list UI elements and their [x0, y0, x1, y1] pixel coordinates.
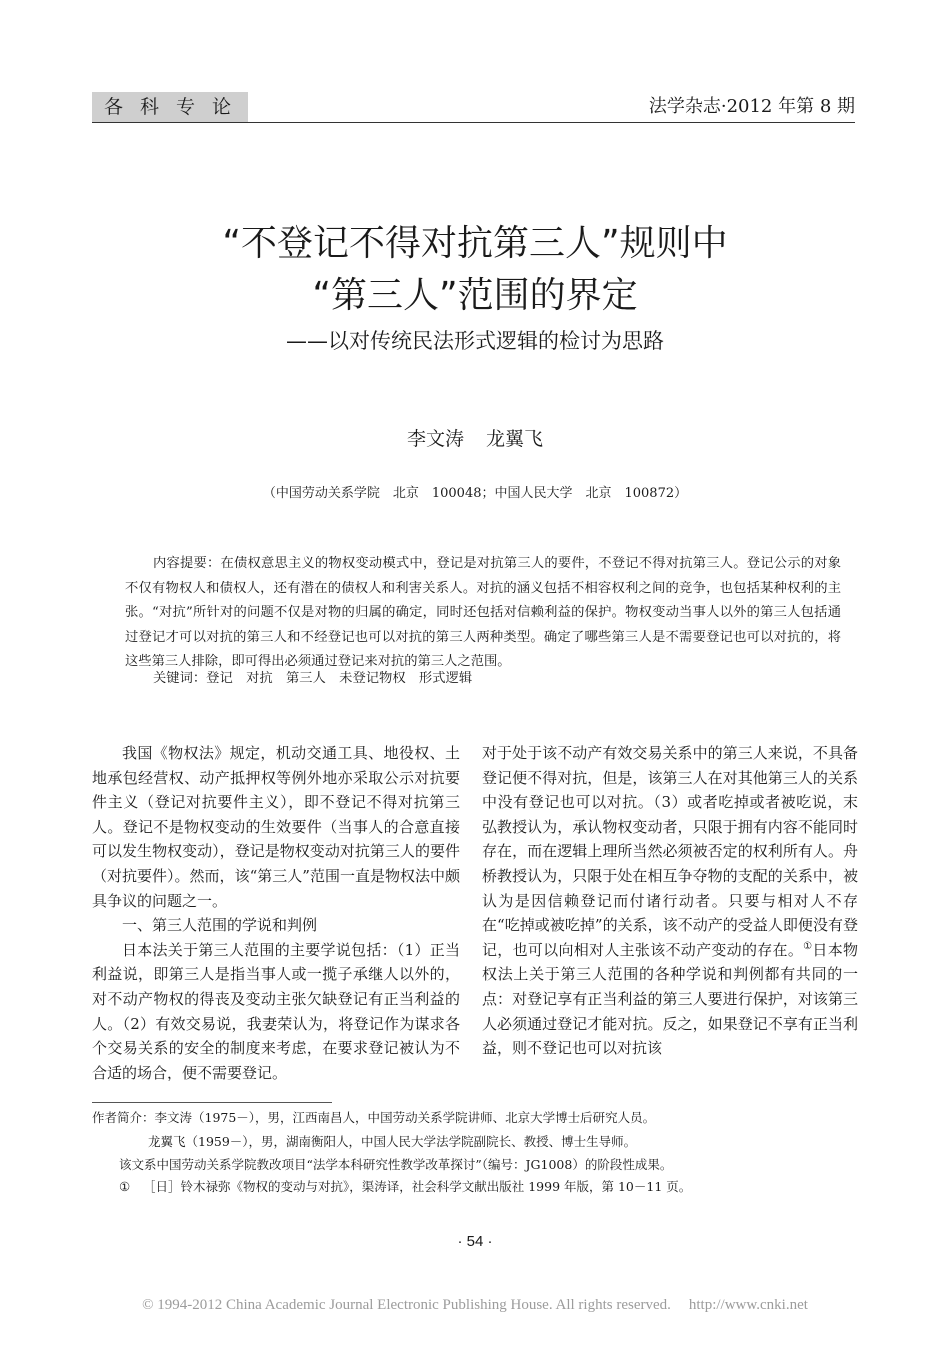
- author-affiliation: （中国劳动关系学院 北京 100048；中国人民大学 北京 100872）: [262, 486, 688, 501]
- body-paragraph: 我国《物权法》规定，机动交通工具、地役权、土地承包经营权、动产抵押权等例外地亦采取公示对抗要件主义（登记对抗要件主义），即不登记不得对抗第三人。登记不是物权变动的生效要件（当事人的合意直接可以发生物权变动），登记是物权变动对抗第三人的要件（对抗要件）。然而，该“第三人”范围一直是物权法中颇具争议的问题之一。: [92, 744, 460, 910]
- footnote-divider: [92, 1102, 332, 1103]
- body-column-left: [92, 741, 460, 1081]
- article-title-line-1: “不登记不得对抗第三人”规则中: [222, 223, 728, 264]
- cnki-watermark: [0, 1297, 950, 1314]
- header-divider: [92, 122, 855, 123]
- footnote-reference[interactable]: ①: [803, 940, 813, 952]
- body-paragraph: 日本法关于第三人范围的主要学说包括：（1）正当利益说，即第三人是指当事人或一揽子承继人以外的，对不动产物权的得丧及变动主张欠缺登记有正当利益的人。（2）有效交易说，我妻荣认为，将登记作为谋求各个交易关系的安全的制度来考虑，在要求登记被认为不合适的场合，便不需要登记。: [92, 940, 460, 1081]
- watermark-copyright: © 1994-2012 China Academic Journal Electronic Publishing House. All rights reserved.: [142, 1297, 671, 1313]
- author-name: 李文涛: [406, 428, 464, 450]
- body-paragraph: [482, 741, 858, 1061]
- article-subtitle: ——以对传统民法形式逻辑的检讨为思路: [286, 329, 664, 353]
- abstract: 内容提要：在债权意思主义的物权变动模式中，登记是对抗第三人的要件，不登记不得对抗第三人。登记公示的对象不仅有物权人和债权人，还有潜在的债权人和利害关系人。对抗的涵义包括不相容权利之间的竞争，也包括某种权利的主张。“对抗”所针对的问题不仅是对物的归属的确定，同时还包括对信赖利益的保护。物权变动当事人以外的第三人包括通过登记才可以对抗的第三人和不经登记也可以对抗的第三人两种类型。确定了哪些第三人是不需要登记也可以对抗的，将这些第三人排除，即可得出必须通过登记来对抗的第三人之范围。: [125, 556, 841, 669]
- page-number: · 54 ·: [457, 1233, 493, 1250]
- body-text: 对于处于该不动产有效交易关系中的第三人来说，不具备登记便不得对抗，但是，该第三人在对其他第三人的关系中没有登记也可以对抗。（3）或者吃掉或者被吃说，末弘教授认为，承认物权变动者，只限于拥有内容不能同时存在，而在逻辑上理所当然必须被否定的权利所有人。舟桥教授认为，只限于处在相互争夺物的支配的关系中，被认为是因信赖登记而付诸行动者。只要与相对人不存在“吃掉或被吃掉”的关系，该不动产的受益人即便没有登记，也可以向相对人主张该不动产变动的存在。: [482, 744, 858, 959]
- watermark-url[interactable]: http://www.cnki.net: [688, 1297, 808, 1313]
- footnote-1-mark: ①: [119, 1179, 131, 1194]
- section-label: 各科专论: [92, 92, 248, 122]
- footnote-project: 该文系中国劳动关系学院教改项目“法学本科研究性教学改革探讨”（编号：JG1008）的阶段性成果。: [119, 1157, 673, 1172]
- article-title-line-2: “第三人”范围的界定: [312, 275, 638, 316]
- keywords: 关键词：登记 对抗 第三人 未登记物权 形式逻辑: [153, 671, 473, 686]
- footnote-author-1: 作者简介：李文涛（1975－），男，江西南昌人，中国劳动关系学院讲师、北京大学博士后研究人员。: [92, 1110, 656, 1125]
- footnote-1: ［日］铃木禄弥《物权的变动与对抗》，渠涛译，社会科学文献出版社 1999 年版，第 10－11 页。: [143, 1179, 692, 1194]
- section-heading: 一、第三人范围的学说和判例: [122, 916, 318, 935]
- body-column-right: [482, 741, 858, 1081]
- body-text: 日本物权法上关于第三人范围的各种学说和判例都有共同的一点：对登记享有正当利益的第三人要进行保护，对该第三人必须通过登记才能对抗。反之，如果登记不享有正当利益，则不登记也可以对抗该: [482, 940, 858, 1058]
- author-list: [0, 425, 950, 453]
- footnote-author-2: 龙翼飞（1959－），男，湖南衡阳人，中国人民大学法学院副院长、教授、博士生导师。: [148, 1134, 637, 1149]
- author-name: 龙翼飞: [486, 428, 544, 450]
- journal-issue: 法学杂志·2012 年第 8 期: [648, 96, 855, 117]
